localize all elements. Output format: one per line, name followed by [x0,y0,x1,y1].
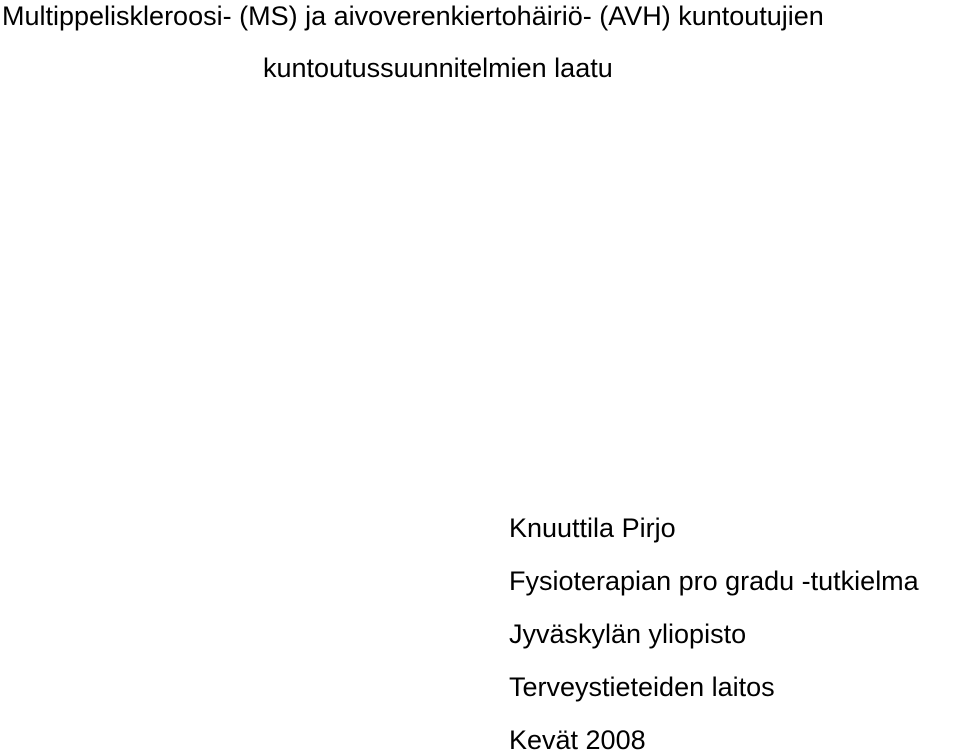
title-line-1: Multippeliskleroosi- (MS) ja aivoverenkiertohäiriö- (AVH) kuntoutujien [2,1,824,31]
date-text: Kevät 2008 [509,725,646,755]
university-name: Jyväskylän yliopisto [509,619,747,649]
department-name: Terveystieteiden laitos [509,672,775,702]
thesis-type: Fysioterapian pro gradu -tutkielma [509,566,919,596]
author-name: Knuuttila Pirjo [509,513,676,543]
title-line-2: kuntoutussuunnitelmien laatu [263,53,613,83]
author-info-block [509,512,919,756]
